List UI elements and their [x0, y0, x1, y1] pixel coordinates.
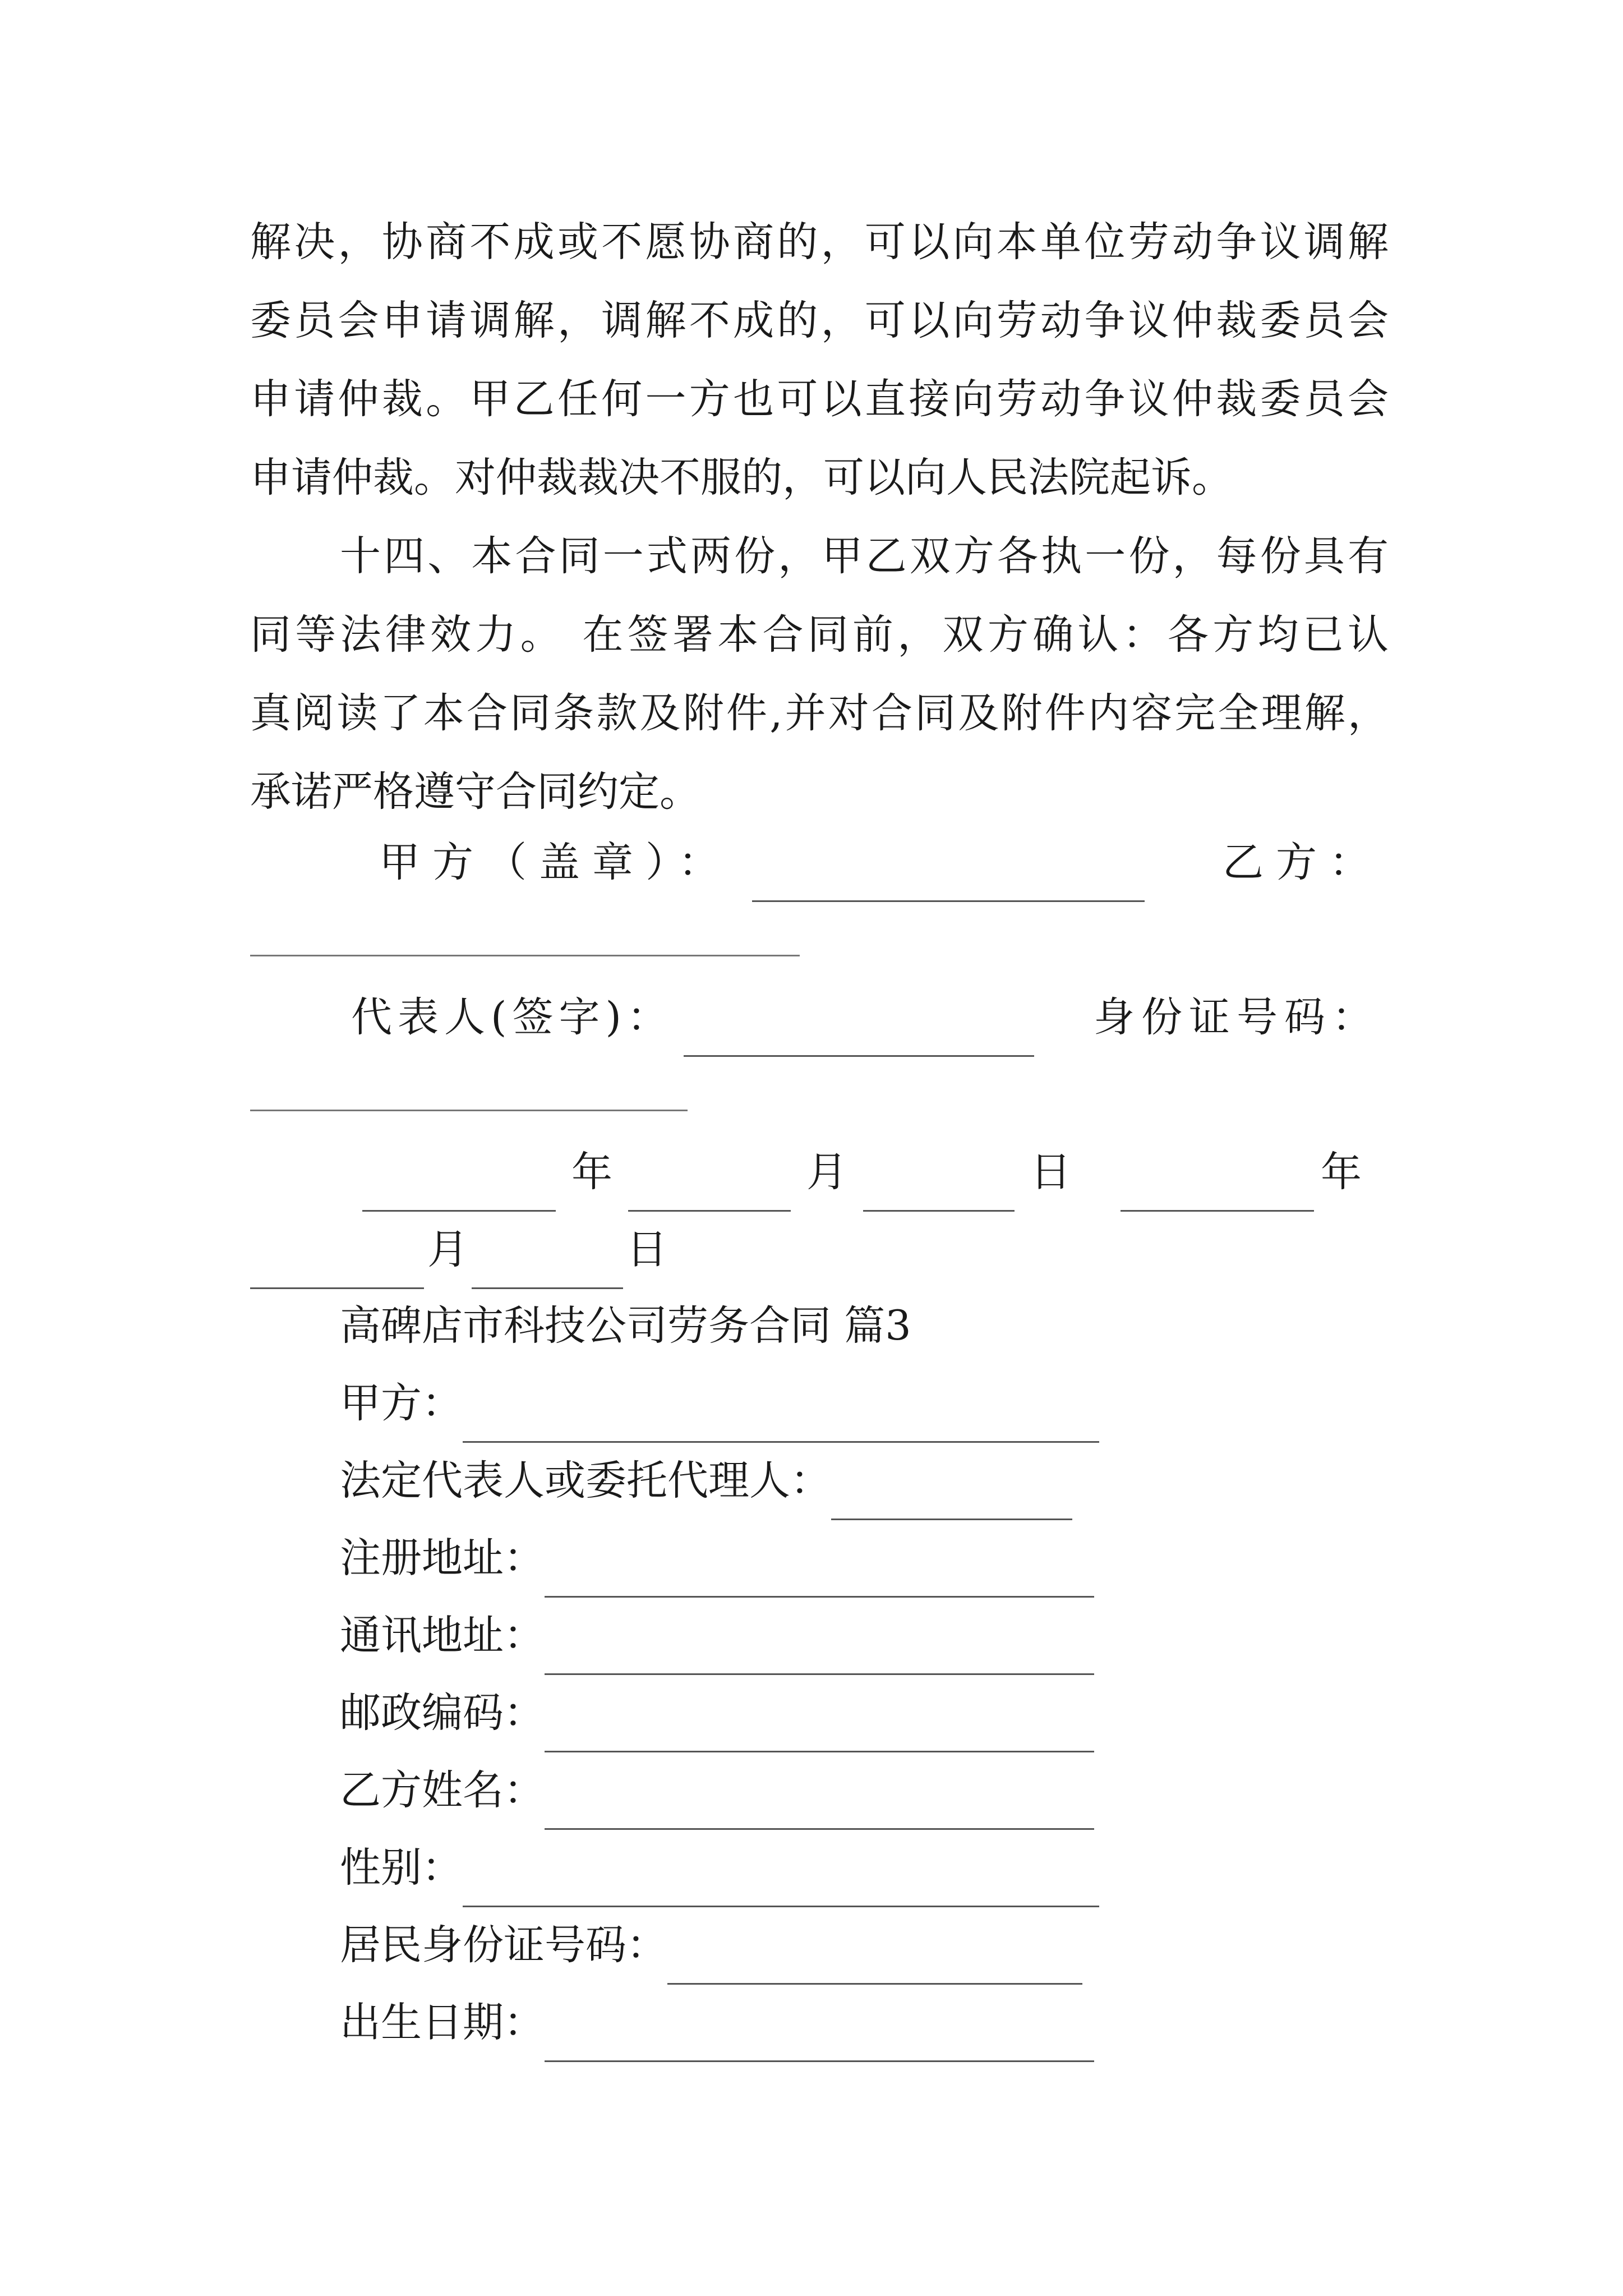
field-registered-address — [340, 1519, 1094, 1598]
field-id-number-blank — [667, 1934, 1082, 1985]
paragraph-1-line-4: 申请仲裁。对仲裁裁决不服的，可以向人民法院起诉。 — [250, 454, 1233, 501]
field-party-a-label: 甲方： — [340, 1379, 463, 1427]
field-party-b-name-blank — [545, 1779, 1094, 1830]
field-id-number-label: 居民身份证号码： — [340, 1921, 667, 1969]
field-party-a — [340, 1364, 1099, 1443]
paragraph-1-line-1: 解决，协商不成或不愿协商的，可以向本单位劳动争议调解 — [250, 218, 1389, 266]
field-postal-code-blank — [545, 1701, 1094, 1752]
representative-row — [351, 978, 1034, 1057]
field-legal-rep-blank — [831, 1469, 1072, 1520]
field-birth-date-blank — [545, 2011, 1094, 2062]
field-postal-code-label: 邮政编码： — [340, 1689, 545, 1737]
day-blank-b — [472, 1238, 623, 1289]
month-label-b: 月 — [427, 1226, 468, 1273]
field-gender — [340, 1829, 1099, 1907]
year-blank-a — [362, 1161, 556, 1212]
field-party-b-name — [340, 1751, 1094, 1830]
field-party-a-blank — [463, 1392, 1099, 1443]
day-blank-a — [863, 1161, 1015, 1212]
field-mailing-address — [340, 1596, 1094, 1675]
party-a-signature-row — [379, 823, 1145, 902]
month-label-a: 月 — [806, 1148, 847, 1196]
field-postal-code — [340, 1674, 1094, 1752]
field-mailing-address-label: 通讯地址： — [340, 1612, 545, 1659]
field-legal-rep — [340, 1442, 1072, 1520]
party-b-label: 乙方： — [1223, 839, 1382, 886]
party-a-blank — [752, 851, 1145, 902]
id-number-blank — [250, 1110, 688, 1111]
day-label-b: 日 — [626, 1226, 667, 1273]
year-label-b: 年 — [1321, 1148, 1362, 1196]
field-birth-date — [340, 1984, 1094, 2062]
year-label-a: 年 — [571, 1148, 612, 1196]
party-a-label: 甲方（盖章）： — [379, 839, 732, 886]
field-gender-blank — [463, 1856, 1099, 1907]
paragraph-2-line-1: 十四、本合同一式两份，甲乙双方各执一份，每份具有 — [340, 532, 1389, 580]
month-blank-a — [628, 1161, 791, 1212]
date-row-b — [250, 1211, 667, 1289]
field-party-b-name-label: 乙方姓名： — [340, 1766, 545, 1814]
id-number-row — [1094, 978, 1380, 1057]
field-mailing-address-blank — [545, 1624, 1094, 1675]
date-row-a — [362, 1133, 1362, 1212]
representative-blank — [684, 1006, 1034, 1057]
paragraph-2-line-3: 真阅读了本合同条款及附件,并对合同及附件内容完全理解， — [250, 689, 1389, 737]
id-number-label: 身份证号码： — [1094, 993, 1380, 1041]
paragraph-2-line-2: 同等法律效力。 在签署本合同前，双方确认：各方均已认 — [250, 611, 1389, 659]
party-b-blank — [250, 955, 800, 956]
field-legal-rep-label: 法定代表人或委托代理人： — [340, 1457, 831, 1504]
field-id-number — [340, 1906, 1082, 1985]
paragraph-1-line-2: 委员会申请调解，调解不成的，可以向劳动争议仲裁委员会 — [250, 297, 1389, 344]
day-label-a: 日 — [1030, 1148, 1071, 1196]
field-birth-date-label: 出生日期： — [340, 1999, 545, 2046]
representative-label: 代表人(签字)： — [351, 993, 674, 1041]
field-registered-address-label: 注册地址： — [340, 1534, 545, 1582]
party-b-signature-row — [1223, 823, 1382, 902]
section-title: 高碑店市科技公司劳务合同 篇3 — [340, 1302, 911, 1350]
paragraph-2-line-4: 承诺严格遵守合同约定。 — [250, 768, 700, 816]
month-blank-b — [250, 1238, 424, 1289]
year-blank-b — [1121, 1161, 1314, 1212]
paragraph-1-line-3: 申请仲裁。甲乙任何一方也可以直接向劳动争议仲裁委员会 — [250, 375, 1389, 423]
field-gender-label: 性别： — [340, 1844, 463, 1892]
field-registered-address-blank — [545, 1547, 1094, 1598]
